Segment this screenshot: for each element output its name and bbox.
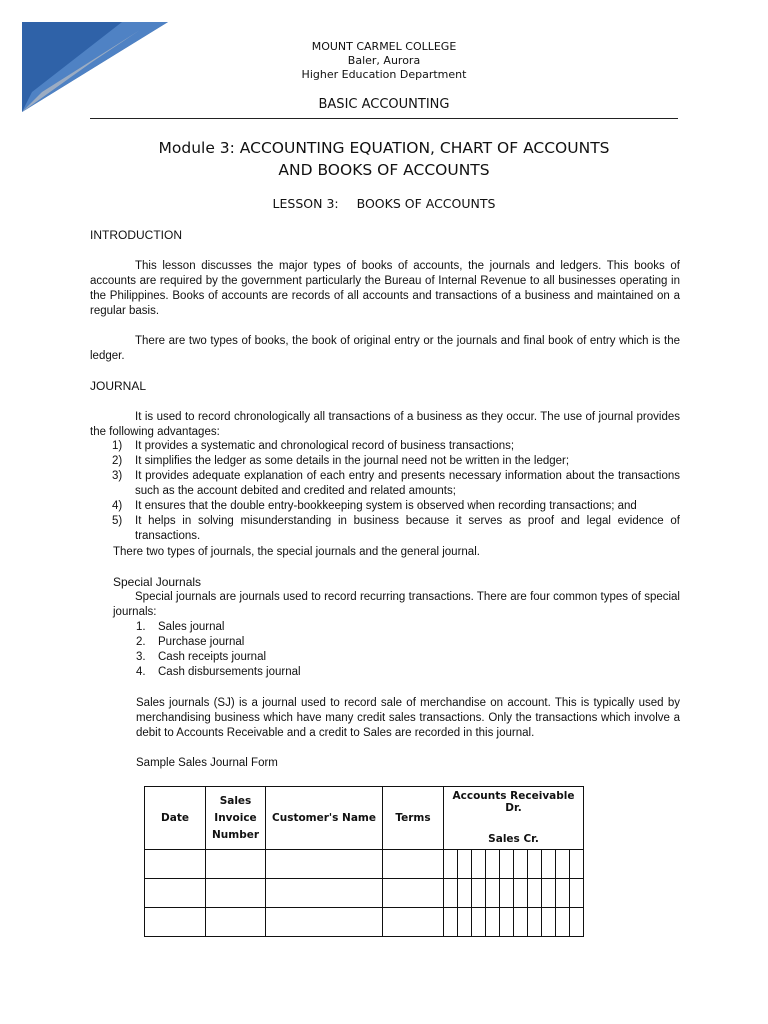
list-item-text: It simplifies the ledger as some details in the journal need not be written in the ledger; [135,455,570,467]
header-invoice-line2: Invoice [214,811,257,824]
list-item-number: 2. [136,636,146,648]
list-item-text: Cash receipts journal [158,651,267,663]
list-item-text: It provides adequate explanation of each entry and presents necessary information about the transactions such as the account debited and credited and related amounts; [135,470,680,497]
header-sales-invoice-number [206,787,266,850]
journal-advantages-list [112,439,680,544]
list-item [112,454,680,469]
special-journal-types-list [136,620,536,680]
special-journals-heading: Special Journals [113,575,202,589]
introduction-paragraph-1: This lesson discusses the major types of books of accounts, the journals and ledgers. This books of accounts are required by the government particularly the Bureau of Internal Revenue to all businesses operating in the Philippines. Books of accounts are records of all accounts and transactions of a business and maintained on a regular basis. [90,260,680,317]
introduction-heading: INTRODUCTION [90,228,182,242]
amount-cell [444,850,584,879]
sales-journal-paragraph: Sales journals (SJ) is a journal used to record sale of merchandise on account. This is typically used by merchandising business which have many credit sales transactions. Only the transactions which involve a debit to Accounts Receivable and a credit to Sales are recorded in this journal. [136,697,680,739]
header-customer-name: Customer's Name [266,787,383,850]
list-item-text: It helps in solving misunderstanding in business because it serves as proof and legal evidence of transactions. [135,515,680,542]
college-location: Baler, Aurora [347,54,421,67]
header-accounts-receivable: Accounts Receivable Dr. [452,790,575,814]
college-name: MOUNT CARMEL COLLEGE [311,40,457,53]
header-terms: Terms [383,787,444,850]
table-cell [145,879,206,908]
list-item [136,635,536,650]
table-row [145,850,584,879]
lesson-label: LESSON 3: [272,196,339,211]
list-item-number: 2) [112,455,123,467]
table-cell [206,850,266,879]
table-cell [266,879,383,908]
table-cell [145,908,206,937]
list-item [112,499,680,514]
introduction-paragraph-2: There are two types of books, the book of original entry or the journals and final book of entry which is the ledger. [90,335,680,362]
list-item-number: 5) [112,515,123,527]
table-cell [266,908,383,937]
table-cell [206,908,266,937]
table-row [145,908,584,937]
header-amount [444,787,584,850]
list-item [112,514,680,544]
lesson-title: BOOKS OF ACCOUNTS [356,196,496,211]
module-title-line1: Module 3: ACCOUNTING EQUATION, CHART OF ACCOUNTS [158,139,610,157]
list-item-text: Purchase journal [158,636,245,648]
list-item [112,439,680,454]
list-item-number: 3) [112,470,123,482]
list-item-number: 1. [136,621,146,633]
list-item-text: Cash disbursements journal [158,666,301,678]
list-item [136,665,536,680]
department-name: Higher Education Department [301,68,467,81]
amount-cell [444,908,584,937]
header-divider [90,118,678,119]
journal-types-sentence: There two types of journals, the special journals and the general journal. [113,546,480,558]
list-item-text: It ensures that the double entry-bookkeeping system is observed when recording transactions; and [135,500,637,512]
table-row [145,879,584,908]
lesson-heading [0,196,768,211]
amount-subcolumns [444,908,583,936]
list-item [136,650,536,665]
table-cell [145,850,206,879]
sales-journal-table [144,786,584,937]
sample-form-label: Sample Sales Journal Form [136,757,278,769]
amount-cell [444,879,584,908]
list-item [112,469,680,499]
amount-subcolumns [444,879,583,907]
amount-subcolumns [444,850,583,878]
table-cell [206,879,266,908]
course-title: BASIC ACCOUNTING [318,97,450,112]
table-cell [383,850,444,879]
list-item-text: Sales journal [158,621,225,633]
list-item [136,620,536,635]
table-cell [383,879,444,908]
header-invoice-line3: Number [211,828,260,841]
header-invoice-line1: Sales [219,794,252,807]
table-cell [266,850,383,879]
header-sales-credit: Sales Cr. [488,833,539,845]
list-item-number: 4. [136,666,146,678]
special-journals-paragraph: Special journals are journals used to record recurring transactions. There are four common types of special journals: [113,591,680,618]
list-item-text: It provides a systematic and chronological record of business transactions; [135,440,515,452]
table-cell [383,908,444,937]
journal-heading: JOURNAL [90,379,147,393]
list-item-number: 1) [112,440,123,452]
list-item-number: 4) [112,500,123,512]
journal-paragraph: It is used to record chronologically all transactions of a business as they occur. The use of journal provides the following advantages: [90,411,680,438]
module-title-line2: AND BOOKS OF ACCOUNTS [278,161,490,179]
table-header-row [145,787,584,850]
list-item-number: 3. [136,651,146,663]
header-date: Date [145,787,206,850]
